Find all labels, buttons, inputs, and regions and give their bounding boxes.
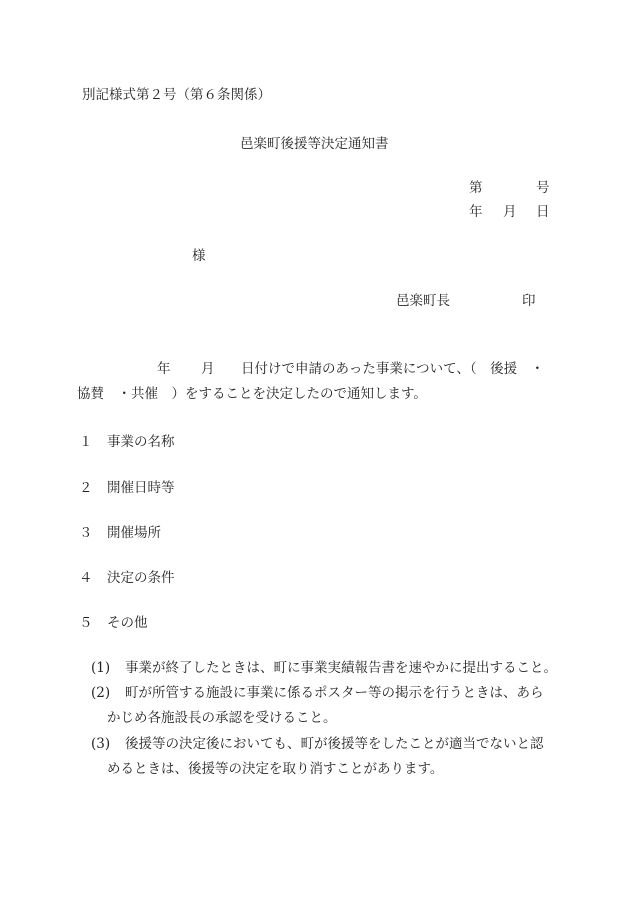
addressee-suffix: 様 — [192, 248, 206, 264]
number-suffix: 号 — [536, 180, 550, 196]
list-item — [79, 570, 175, 586]
document-title: 邑楽町後援等決定通知書 — [240, 136, 389, 152]
body-month: 月 — [201, 361, 215, 377]
note-text: 後援等の決定後においても、町が後援等をしたことが適当でないと認 — [125, 736, 544, 752]
body-line1-text: 日付けで申請のあった事業について、（ 後援 ・ — [241, 361, 545, 377]
list-item — [79, 480, 175, 496]
date-month: 月 — [503, 204, 517, 220]
list-item — [79, 615, 148, 631]
item-number: ２ — [79, 480, 93, 496]
body-year: 年 — [157, 361, 171, 377]
item-number: ４ — [79, 570, 93, 586]
note-item — [91, 660, 557, 676]
note-continuation: めるときは、後援等の決定を取り消すことがあります。 — [107, 761, 444, 777]
note-number: (1) — [91, 660, 111, 676]
seal-mark: 印 — [522, 293, 536, 309]
note-number: (2) — [91, 685, 111, 701]
item-number: ５ — [79, 615, 93, 631]
item-label: 決定の条件 — [107, 570, 175, 586]
item-label: 開催場所 — [107, 525, 161, 541]
body-line2-text: 協賛 ・共催 ）をすることを決定したので通知します。 — [77, 386, 427, 402]
item-label: その他 — [107, 615, 148, 631]
note-item — [91, 736, 544, 752]
note-number: (3) — [91, 736, 111, 752]
note-continuation: かじめ各施設長の承認を受けること。 — [107, 710, 337, 726]
note-item — [91, 685, 544, 701]
date-day: 日 — [536, 204, 550, 220]
item-label: 事業の名称 — [107, 434, 175, 450]
list-item — [79, 434, 175, 450]
number-prefix: 第 — [469, 180, 483, 196]
issuer-name: 邑楽町長 — [396, 293, 450, 309]
item-label: 開催日時等 — [107, 480, 175, 496]
date-year: 年 — [469, 204, 483, 220]
form-id: 別記様式第２号（第６条関係） — [82, 87, 271, 103]
note-text: 事業が終了したときは、町に事業実績報告書を速やかに提出すること。 — [125, 660, 557, 676]
item-number: １ — [79, 434, 93, 450]
note-text: 町が所管する施設に事業に係るポスター等の掲示を行うときは、あら — [125, 685, 544, 701]
item-number: ３ — [79, 525, 93, 541]
list-item — [79, 525, 161, 541]
